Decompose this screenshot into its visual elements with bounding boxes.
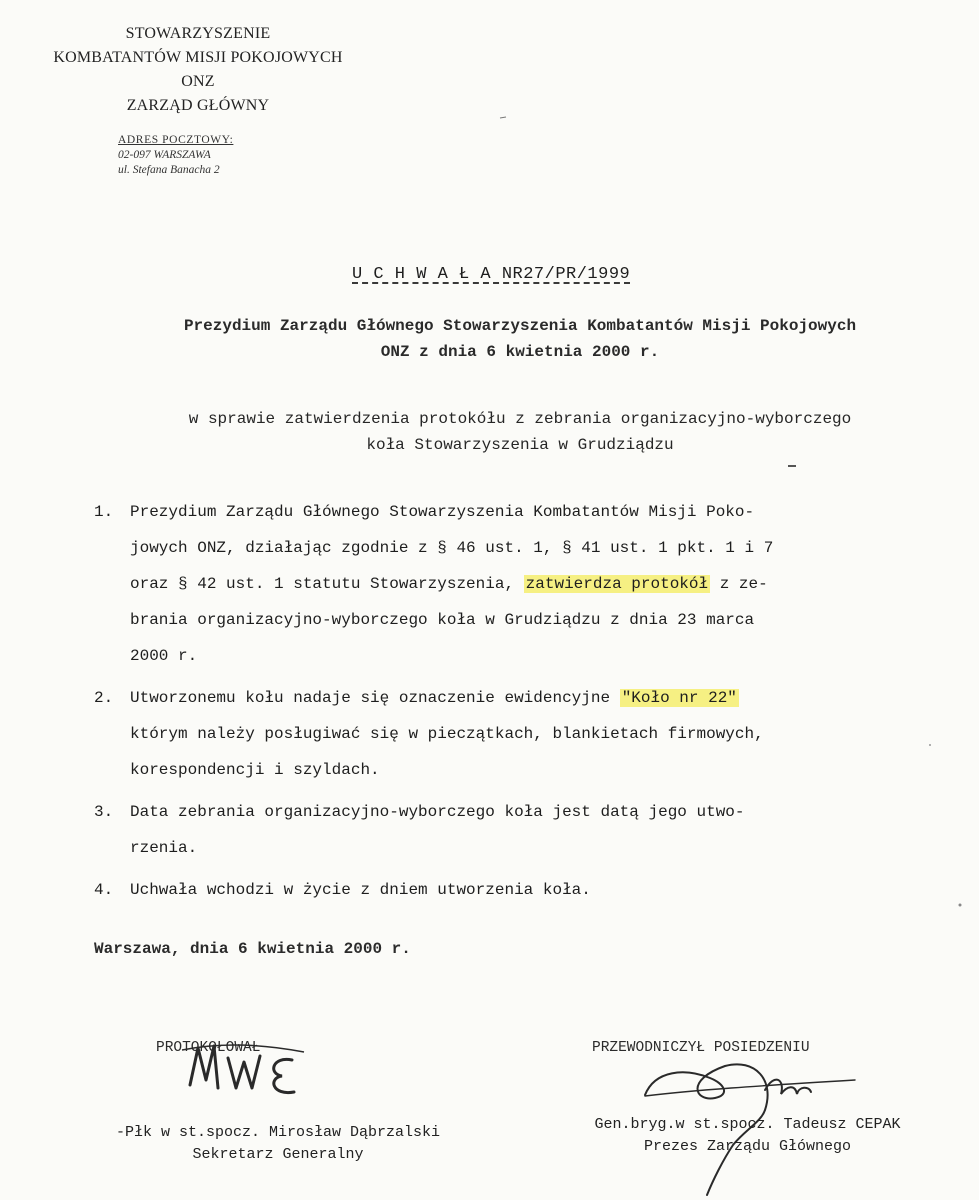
address-street: ul. Stefana Banacha 2	[118, 164, 220, 176]
resolution-item-4	[94, 872, 964, 908]
item-line: Uchwała wchodzi w życie z dniem utworzenia koła.	[130, 881, 591, 899]
resolution-title: U C H W A Ł A NR27/PR/1999	[352, 265, 631, 284]
resolution-intro	[60, 313, 979, 365]
item-number: 1.	[94, 503, 114, 521]
secretary-name: -Płk w st.spocz. Mirosław Dąbrzalski	[115, 1124, 441, 1141]
item-line: jowych ONZ, działając zgodnie z § 46 ust. 1, § 41 ust. 1 pkt. 1 i 7	[130, 539, 774, 557]
subject-line: koła Stowarzyszenia w Grudziądzu	[366, 436, 674, 454]
chairman-role: Prezes Zarządu Głównego	[643, 1138, 852, 1155]
item-line: rzenia.	[130, 839, 198, 857]
item-number: 3.	[94, 803, 114, 821]
resolution-item-3	[94, 794, 964, 866]
resolution-item-1	[94, 494, 964, 674]
secretary-name-block	[58, 1122, 498, 1166]
item-number: 4.	[94, 881, 114, 899]
item-text: z ze-	[710, 575, 768, 593]
organization-letterhead	[8, 22, 388, 118]
letterhead-line: KOMBATANTÓW MISJI POKOJOWYCH	[53, 49, 343, 66]
resolution-item-2	[94, 680, 964, 788]
intro-line: ONZ z dnia 6 kwietnia 2000 r.	[380, 343, 660, 361]
secretary-role: Sekretarz Generalny	[192, 1146, 364, 1163]
item-text: Utworzonemu kołu nadaje się oznaczenie ewidencyjne	[130, 689, 620, 707]
letterhead-line: ONZ	[181, 73, 215, 90]
secretary-label: PROTOKOŁOWAŁ	[156, 1040, 261, 1056]
item-line: 2000 r.	[130, 647, 198, 665]
highlighted-text: zatwierdza protokół	[525, 575, 709, 593]
item-line: Prezydium Zarządu Głównego Stowarzyszenia Kombatantów Misji Poko-	[130, 503, 755, 521]
item-line: którym należy posługiwać się w pieczątkach, blankietach firmowych,	[130, 725, 764, 743]
item-line: brania organizacyjno-wyborczego koła w Grudziądzu z dnia 23 marca	[130, 611, 755, 629]
letterhead-line: STOWARZYSZENIE	[125, 25, 271, 42]
item-number: 2.	[94, 689, 114, 707]
highlighted-text: "Koło nr 22"	[621, 689, 737, 707]
item-line	[130, 566, 964, 602]
item-text: oraz § 42 ust. 1 statutu Stowarzyszenia,	[130, 575, 524, 593]
subject-line: w sprawie zatwierdzenia protokółu z zebrania organizacyjno-wyborczego	[188, 410, 852, 428]
address-header: ADRES POCZTOWY:	[118, 134, 234, 146]
place-and-date: Warszawa, dnia 6 kwietnia 2000 r.	[94, 940, 411, 958]
chairman-name-block	[535, 1114, 960, 1158]
resolution-items	[94, 494, 964, 914]
letterhead-line: ZARZĄD GŁÓWNY	[126, 97, 270, 114]
address-city: 02-097 WARSZAWA	[118, 149, 211, 161]
item-line: Data zebrania organizacyjno-wyborczego koła jest datą jego utwo-	[130, 803, 745, 821]
item-line: korespondencji i szyldach.	[130, 761, 380, 779]
item-line	[130, 680, 964, 716]
chairman-label: PRZEWODNICZYŁ POSIEDZENIU	[592, 1040, 810, 1056]
postal-address	[118, 133, 288, 178]
chairman-name: Gen.bryg.w st.spocz. Tadeusz CEPAK	[594, 1116, 901, 1133]
resolution-subject	[60, 406, 979, 458]
intro-line: Prezydium Zarządu Głównego Stowarzyszenia Kombatantów Misji Pokojowych	[183, 317, 857, 335]
